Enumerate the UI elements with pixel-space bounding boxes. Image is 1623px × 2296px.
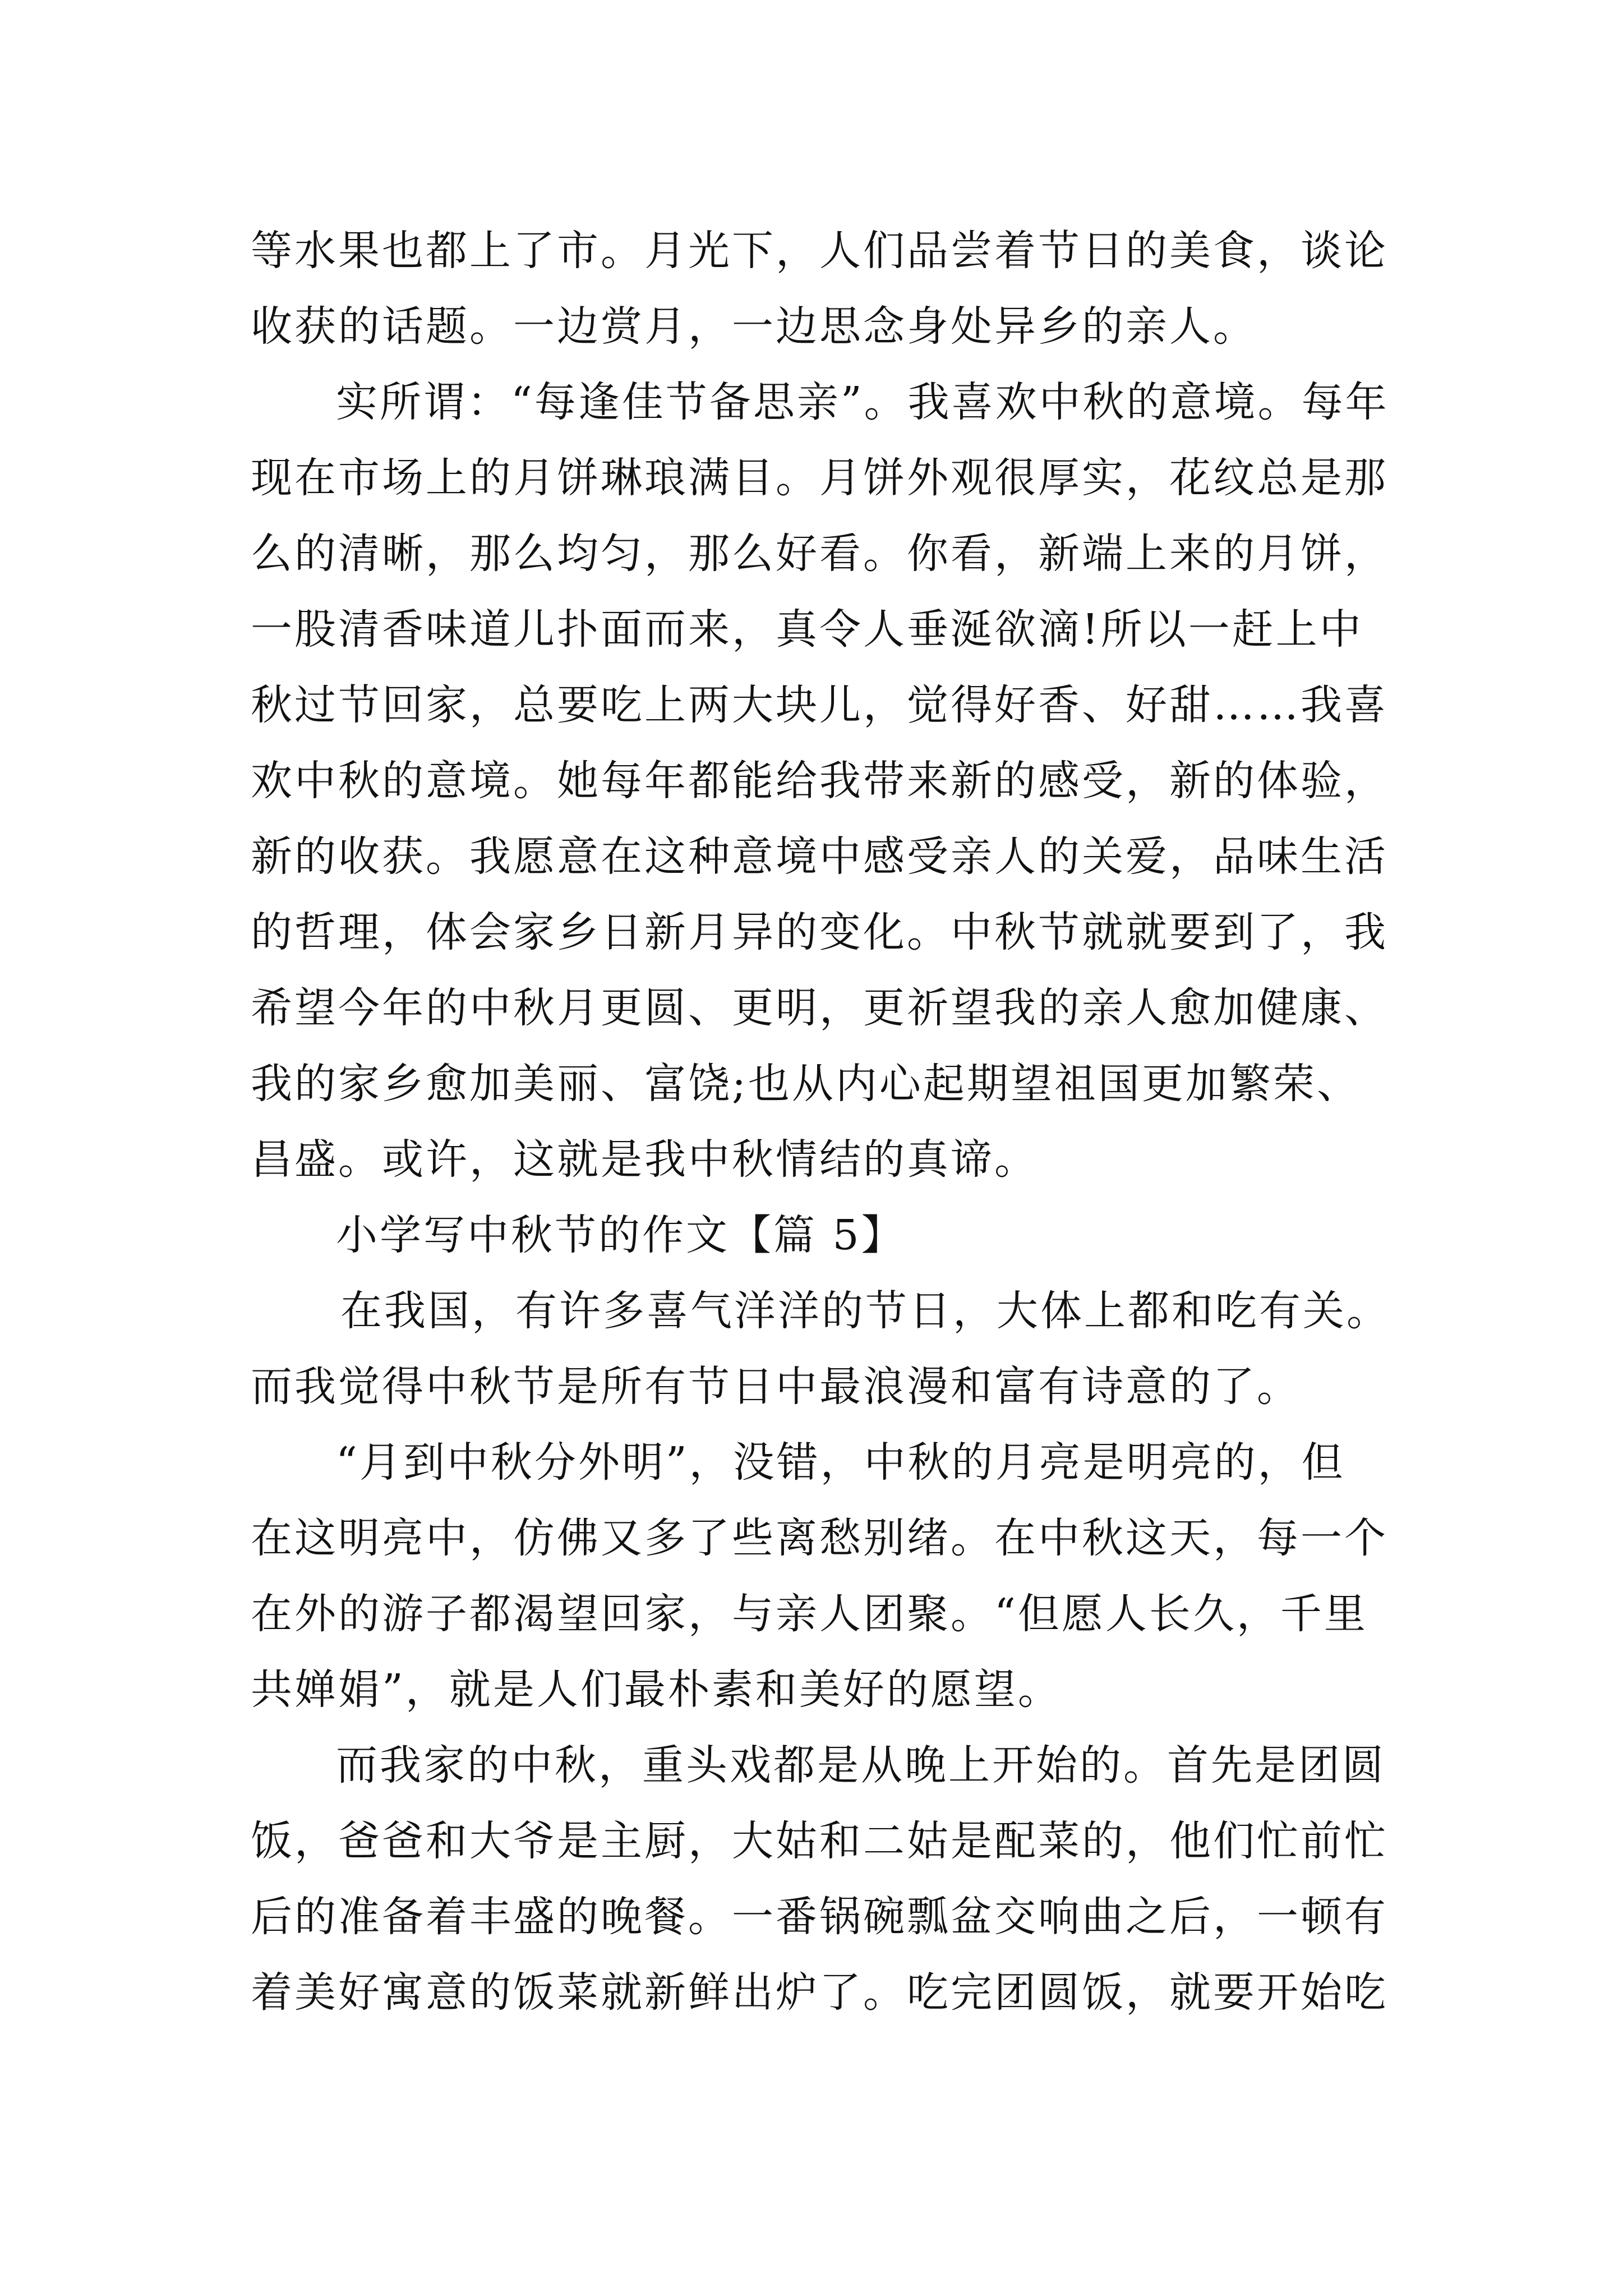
- paragraph-start-line: “月到中秋分外明”，没错，中秋的月亮是明亮的，但: [336, 1438, 1345, 1487]
- text-line: 的哲理，体会家乡日新月异的变化。中秋节就就要到了，我: [251, 908, 1388, 956]
- text-line: 收获的话题。一边赏月，一边思念身处异乡的亲人。: [251, 302, 1257, 351]
- article-body: [251, 213, 1390, 2031]
- text-line: 着美好寓意的饭菜就新鲜出炉了。吃完团圆饭，就要开始吃: [251, 1968, 1388, 2017]
- text-line: 等水果也都上了市。月光下，人们品尝着节日的美食，谈论: [251, 227, 1388, 275]
- text-line: 新的收获。我愿意在这种意境中感受亲人的关爱，品味生活: [251, 832, 1388, 881]
- text-line: 现在市场上的月饼琳琅满目。月饼外观很厚实，花纹总是那: [251, 454, 1388, 502]
- text-line: 欢中秋的意境。她每年都能给我带来新的感受，新的体验，: [251, 757, 1388, 805]
- text-line: 共婵娟”，就是人们最朴素和美好的愿望。: [251, 1665, 1062, 1714]
- text-line: 一股清香味道儿扑面而来，真令人垂涎欲滴!所以一赶上中: [251, 605, 1363, 654]
- paragraph-start-line: 而我家的中秋，重头戏都是从晚上开始的。首先是团圆: [336, 1741, 1386, 1789]
- text-line: 饭，爸爸和大爷是主厨，大姑和二姑是配菜的，他们忙前忙: [251, 1817, 1388, 1865]
- paragraph-start-line: 在我国，有许多喜气洋洋的节日，大体上都和吃有关。: [340, 1287, 1390, 1335]
- text-line: 在外的游子都渴望回家，与亲人团聚。“但愿人长久，千里: [251, 1590, 1368, 1638]
- paragraph-start-line: 实所谓：“每逢佳节备思亲”。我喜欢中秋的意境。每年: [336, 378, 1389, 426]
- text-line: 昌盛。或许，这就是我中秋情结的真谛。: [251, 1135, 1038, 1184]
- text-line: 在这明亮中，仿佛又多了些离愁别绪。在中秋这天，每一个: [251, 1514, 1388, 1562]
- section-heading: 小学写中秋节的作文【篇 5】: [336, 1211, 905, 1259]
- text-line: 希望今年的中秋月更圆、更明，更祈望我的亲人愈加健康、: [251, 984, 1388, 1032]
- text-line: 我的家乡愈加美丽、富饶;也从内心起期望祖国更加繁荣、: [251, 1060, 1361, 1108]
- text-line: 秋过节回家，总要吃上两大块儿，觉得好香、好甜……我喜: [251, 681, 1388, 729]
- text-line: 后的准备着丰盛的晚餐。一番锅碗瓢盆交响曲之后，一顿有: [251, 1893, 1388, 1941]
- text-line: 么的清晰，那么均匀，那么好看。你看，新端上来的月饼，: [251, 530, 1388, 578]
- text-line: 而我觉得中秋节是所有节日中最浪漫和富有诗意的了。: [251, 1363, 1301, 1411]
